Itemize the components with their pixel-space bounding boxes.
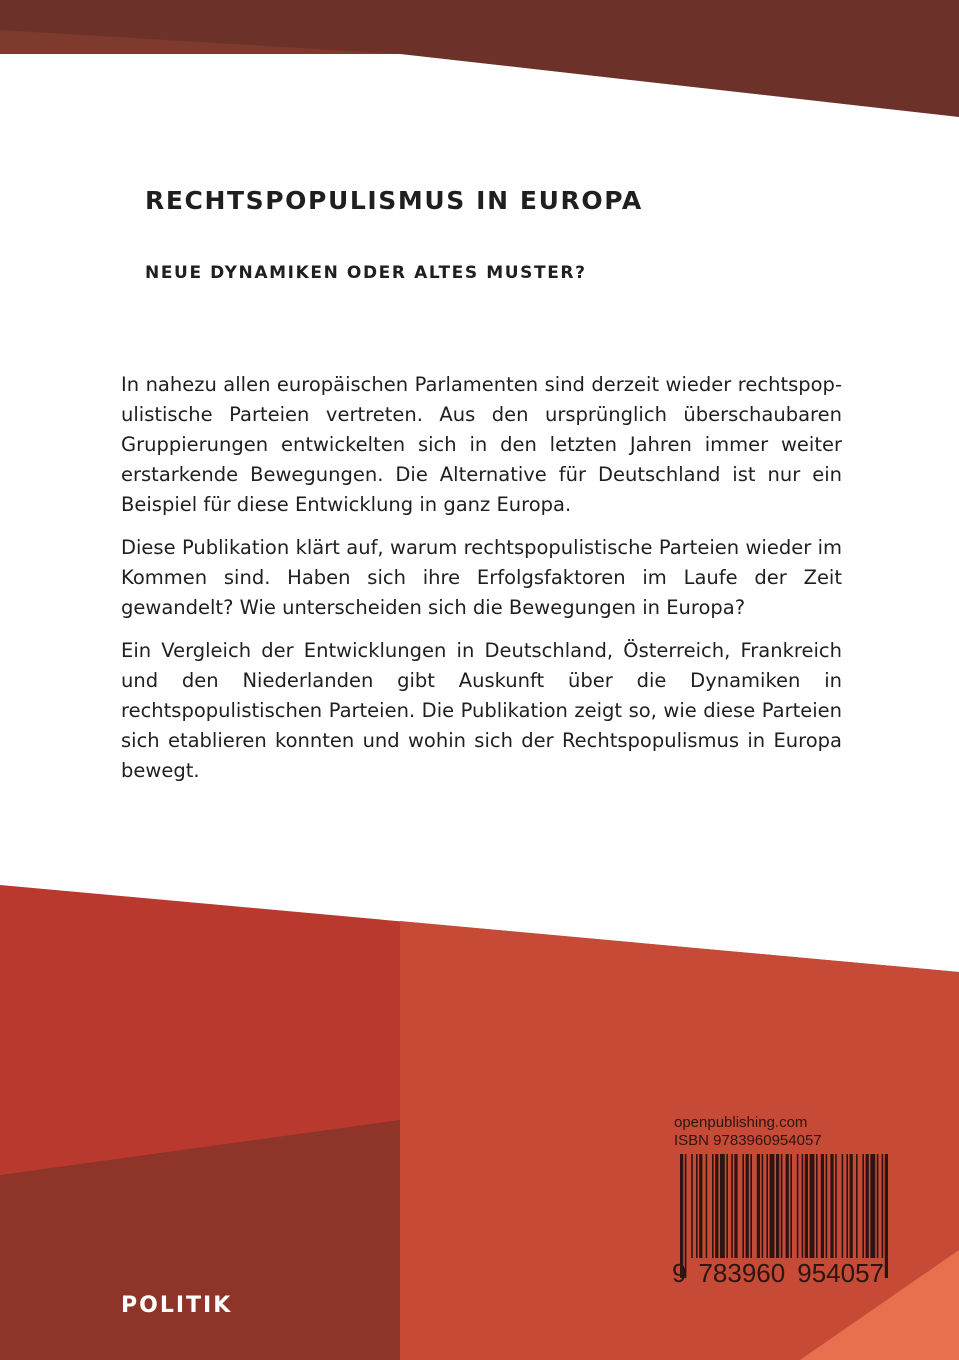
barcode-bar [696, 1154, 698, 1258]
barcode-digit-group-right: 954057 [797, 1258, 884, 1288]
blurb-paragraph-2: Diese Publikation klärt auf, warum rechtspopulistische Parteien wieder im Kommen sind. Haben sich ihre Erfolgsfaktoren im Laufe der Zeit gewandelt? Wie unterscheiden sich die Bewegungen in Europa? [121, 536, 842, 619]
barcode-bar [821, 1154, 824, 1258]
barcode-bar [797, 1154, 799, 1258]
barcode-bar [882, 1154, 884, 1258]
barcode-bar [877, 1154, 879, 1258]
barcode-bar [866, 1154, 869, 1258]
blurb-paragraph-1: In nahezu allen europäischen Parlamenten sind derzeit wieder rechtspopulistische Parteien vertreten. Aus den ursprünglich überschaubaren Gruppierungen entwickelten sich in den letzten Jahren immer weiter erstarkende Bewegungen. Die Alternative für Deutschland ist nur ein Beispiel für diese Entwicklung in ganz Europa. [121, 373, 842, 516]
book-subtitle: NEUE DYNAMIKEN ODER ALTES MUSTER? [145, 263, 587, 283]
barcode-bar [830, 1154, 833, 1258]
barcode-bar [835, 1154, 837, 1258]
top-band-dark [0, 0, 959, 117]
barcode-bar [786, 1154, 789, 1258]
barcode-bar [776, 1154, 779, 1258]
blurb-paragraph-3: Ein Vergleich der Entwicklungen in Deutschland, Österreich, Frankreich und den Niederlanden gibt Auskunft über die Dynamiken in rechtspopulistischen Parteien. Die Publikation zeigt so, wie diese Parteien sich etablieren konnten und wohin sich der Rechtspopulismus in Europa bewegt. [121, 639, 842, 782]
blurb [121, 370, 842, 799]
barcode-bar [770, 1154, 775, 1258]
barcode-bar [816, 1154, 818, 1258]
barcode-bar [699, 1154, 702, 1258]
barcode-bar [720, 1154, 725, 1258]
book-title: RECHTSPOPULISMUS IN EUROPA [145, 186, 643, 215]
barcode-bar [746, 1154, 749, 1258]
barcode-bar [726, 1154, 728, 1258]
barcode-bar [734, 1154, 737, 1258]
barcode-bar [885, 1154, 888, 1278]
barcode-bar [810, 1154, 815, 1258]
barcode-bar [826, 1154, 828, 1258]
barcode-bar [691, 1154, 693, 1258]
barcode-digits [672, 1258, 884, 1289]
barcode-digit-group-left: 783960 [698, 1258, 786, 1288]
category-label: POLITIK [121, 1293, 233, 1318]
isbn-text: ISBN 9783960954057 [674, 1132, 822, 1149]
barcode-bar [706, 1154, 708, 1258]
publisher-url: openpublishing.com [674, 1114, 808, 1131]
barcode-bar [805, 1154, 808, 1258]
barcode-bar [715, 1154, 718, 1258]
barcode-bar [842, 1154, 844, 1258]
barcode-bar [802, 1154, 804, 1258]
barcode-bar [766, 1154, 768, 1258]
barcode-bar [862, 1154, 864, 1258]
barcode-bar [742, 1154, 744, 1258]
barcode-bar [762, 1154, 764, 1258]
barcode-digit-lead: 9 [672, 1258, 687, 1288]
barcode-bar [781, 1154, 783, 1258]
barcode-bar [850, 1154, 853, 1258]
barcode-bar [846, 1154, 848, 1258]
barcode-bar [750, 1154, 752, 1258]
barcode-bar [790, 1154, 792, 1258]
barcode-bar [757, 1154, 760, 1258]
barcode-bar [731, 1154, 733, 1258]
barcode-bar [870, 1154, 875, 1258]
barcode-bar [856, 1154, 858, 1258]
barcode-bar [712, 1154, 714, 1258]
